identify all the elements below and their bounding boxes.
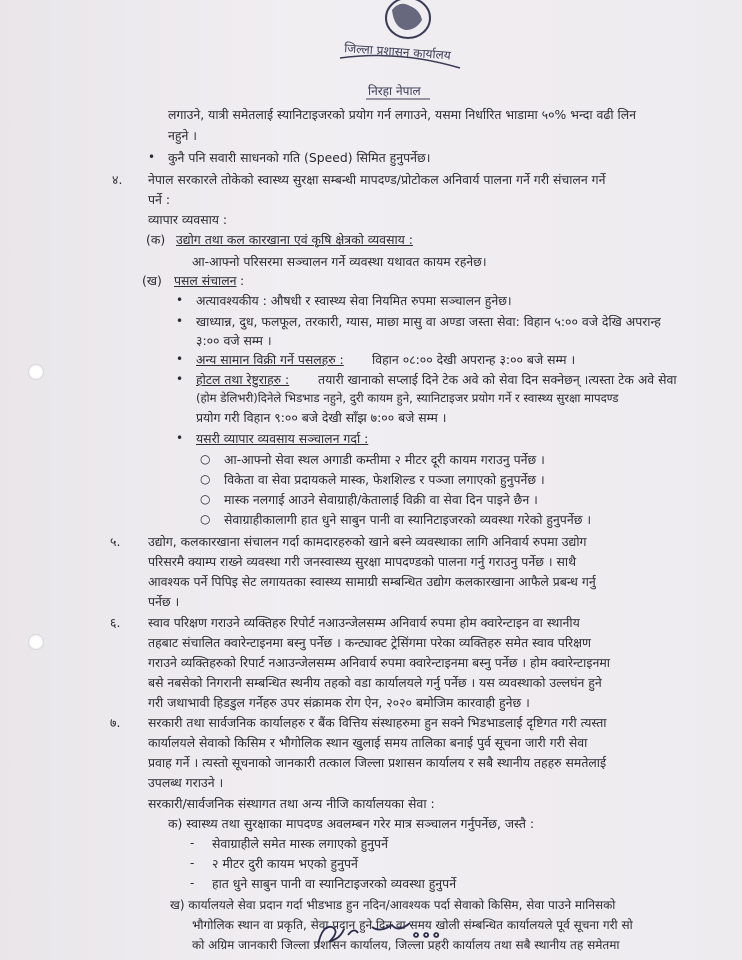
bullet-dot: • <box>176 431 184 445</box>
text-line: सेवाग्राहीले समेत मास्क लगाएको हुनुपर्ने <box>212 836 388 851</box>
bullet-dot: • <box>148 150 156 164</box>
punch-hole <box>28 364 44 380</box>
punch-hole <box>28 634 44 650</box>
bullet-dot: • <box>176 352 184 366</box>
handwritten-signature <box>300 905 480 960</box>
text-line: पर्नेछ । <box>148 594 180 609</box>
bullet-dash: - <box>190 856 195 870</box>
label-kha: (ख) <box>142 273 162 288</box>
bullet-circle: ○ <box>200 512 211 526</box>
text-line: अन्य सामान विक्री गर्ने पसलहरु : <box>196 352 344 367</box>
text-line: आ-आफ्नो सेवा स्थल अगाडी कम्तीमा २ मीटर दूरी कायम गराउनु पर्नेछ । <box>224 452 545 467</box>
seal-signature-text: निरहा नेपाल <box>368 84 421 98</box>
text-line: परिसरमै क्याम्प राख्ने व्यवस्था गरी जनस्वास्थ्य सुरक्षा मापदण्डको पालना गर्नु गराउनु पर्नेछ । साथै <box>148 554 576 569</box>
bullet-dot: • <box>176 293 184 307</box>
text-line: उपलब्ध गराउने । <box>148 775 224 790</box>
text-line: अत्यावश्यकीय : औषधी र स्वास्थ्य सेवा नियमित रुपमा सञ्चालन हुनेछ। <box>196 293 512 308</box>
section-heading: पसल संचालन <box>174 273 237 288</box>
seal-stamp-text: जिल्ला प्रशासन कार्यालय <box>343 41 452 63</box>
text-line: (होम डेलिभरी)दिनेले भिडभाड नहुने, दुरी कायम हुने, स्यानिटाइजर प्रयोग गर्ने र स्वास्थ्य सुरक्षा मापदण्ड <box>196 391 619 405</box>
item-number-6: ६. <box>110 615 121 630</box>
office-seal-stamp <box>340 0 470 110</box>
text-line: खाध्यान्न, दुध, फलफूल, तरकारी, ग्यास, माछा मासु वा अण्डा जस्ता सेवा: विहान ५:०० वजे देखि अपरान्ह <box>196 314 661 329</box>
text-line: ख) कार्यालयले सेवा प्रदान गर्दा भीडभाड हुन नदिन/आवश्यक पर्दा सेवाको किसिम, सेवा पाउने मानिसको <box>170 898 616 912</box>
text-line: नहुने । <box>168 128 197 143</box>
label-ka: (क) <box>146 232 166 247</box>
text-line: भौगोलिक स्थान वा प्रकृति, सेवा प्रदान हुने दिन वा समय खोली संम्बन्धित कार्यालयले पूर्व सूचना गरी सो <box>192 918 633 932</box>
heading-colon: : <box>240 273 245 288</box>
text-line: को अग्रिम जानकारी जिल्ला प्रशासन कार्यालय, जिल्ला प्रहरी कार्यालय तथा सबै स्थानीय तह समेतमा <box>192 938 620 952</box>
text-line: प्रवाह गर्ने । त्यस्तो सूचनाको जानकारी तत्काल जिल्ला प्रशासन कार्यालय र सबै स्थानीय तहहरु समतेलाई <box>148 755 607 770</box>
text-line: क) स्वास्थ्य तथा सुरक्षाका मापदण्ड अवलम्बन गरेर मात्र सञ्चालन गर्नुपर्नेछ, जस्तै : <box>168 816 535 831</box>
text-line: कुनै पनि सवारी साधनको गति (Speed) सिमित हुनुपर्नेछ। <box>168 150 431 165</box>
bullet-dash: - <box>190 876 195 890</box>
text-line: प्रयोग गरी विहान ९:०० बजे देखी साँझ ७:०० बजे सम्म । <box>196 410 447 425</box>
bullet-circle: ○ <box>200 472 211 486</box>
text-line: सरकारी/सार्वजनिक संस्थागत तथा अन्य नीजि कार्यालयका सेवा : <box>148 796 435 811</box>
bullet-circle: ○ <box>200 492 211 506</box>
text-line: मास्क नलगाई आउने सेवाग्राही/केतालाई विक्री वा सेवा दिन पाइने छैन । <box>224 492 538 507</box>
text-line: बसे नबसेको निगरानी सम्बन्धित स्थनीय तहको वडा कार्यालयले गर्नु पर्नेछ । यस व्यवस्थाको उल्लघंन हुने <box>148 675 602 690</box>
text-line: २ मीटर दुरी कायम भएको हुनुपर्ने <box>212 856 358 871</box>
text-line: लगाउने, यात्री समेतलाई स्यानिटाइजरको प्रयोग गर्न लगाउने, यसमा निर्धारित भाडामा ५०% भन्दा वढी लिन <box>168 107 637 122</box>
text-line: आवश्यक पर्ने पिपिइ सेट लगायतका स्वास्थ्य सामाग्री सम्बन्धित उद्योग कलकारखाना आफैले प्रबन्ध गर्नु <box>148 574 596 589</box>
text-line: गराउने व्यक्तिहरुको रिपार्ट नआउन्जेलसम्म अनिवार्य रुपमा क्वारेन्टाइनमा बस्नु पर्नेछ । होम क्वारेन्टाइनमा <box>148 655 610 670</box>
bullet-dot: • <box>176 372 184 386</box>
item-number-4: ४. <box>112 172 123 187</box>
text-line: आ-आफ्नो परिसरमा सञ्चालन गर्ने व्यवस्था यथावत कायम रहनेछ। <box>192 254 487 269</box>
text-line: ३:०० वजे सम्म । <box>196 333 272 348</box>
text-line: सेवाग्राहीकालागी हात धुने साबुन पानी वा स्यानिटाइजरको व्यवस्था गरेको हुनुपर्नेछ । <box>224 512 592 527</box>
text-line: तहबाट संचालित क्वारेन्टाइनमा बस्नु पर्नेछ । कन्ट्याक्ट ट्रेसिंगमा परेका व्यक्तिहरु समेत स्वाव परिक्षण <box>148 635 591 650</box>
item-number-7: ७. <box>110 715 121 730</box>
text-line: नेपाल सरकारले तोकेको स्वास्थ्य सुरक्षा सम्बन्धी मापदण्ड/प्रोटोकल अनिवार्य पालना गर्ने गरी संचालन गर्ने <box>148 172 606 187</box>
text-line: कार्यालयले सेवाको किसिम र भौगोलिक स्थान खुलाई समय तालिका बनाई पुर्व सूचना जारी गरी सेवा <box>148 735 588 750</box>
section-heading: उद्योग तथा कल कारखाना एवं कृषि क्षेत्रको व्यवसाय : <box>176 232 413 247</box>
text-line: हात धुने साबुन पानी वा स्यानिटाइजरको व्यवस्था हुनुपर्ने <box>212 876 457 891</box>
text-line: सरकारी तथा सार्वजनिक कार्यालहरु र बैंक वित्तिय संस्थाहरुमा हुन सक्ने भिडभाडलाई दृष्टिगत गरी त्यस्ता <box>148 715 607 730</box>
text-line: गरी जथाभावी हिडडुल गर्नेहरु उपर संक्रामक रोग ऐन, २०२० बमोजिम कारवाही हुनेछ । <box>148 695 530 710</box>
bullet-dash: - <box>190 836 195 850</box>
text-line: तयारी खानाको सप्लाई दिने टेक अवे को सेवा दिन सक्नेछन् ।त्यस्ता टेक अवे सेवा <box>318 372 677 387</box>
text-line: विहान ०८:०० देखी अपरान्ह ३:०० बजे सम्म । <box>372 352 576 367</box>
text-line: व्यापार व्यवसाय : <box>148 212 228 227</box>
bullet-circle: ○ <box>200 452 211 466</box>
text-line: विकेता वा सेवा प्रदायकले मास्क, फेशशिल्ड र पञ्जा लगाएको हुनुपर्नेछ । <box>224 472 545 487</box>
text-line: स्वाव परिक्षण गराउने व्यक्तिहरु रिपोर्ट नआउन्जेलसम्म अनिवार्य रुपमा होम क्वारेन्टाइन वा स्थानीय <box>148 615 580 630</box>
text-line: होटल तथा रेष्टुराहरु : <box>196 372 290 387</box>
bullet-dot: • <box>176 314 184 328</box>
text-line: यसरी व्यापार व्यवसाय सञ्चालन गर्दा : <box>196 431 369 446</box>
text-line: पर्ने : <box>148 192 171 207</box>
item-number-5: ५. <box>110 534 121 549</box>
text-line: उद्योग, कलकारखाना संचालन गर्दा कामदारहरुको खाने बस्ने व्यवस्थाका लागि अनिवार्य रुपमा उद्योग <box>148 534 587 549</box>
